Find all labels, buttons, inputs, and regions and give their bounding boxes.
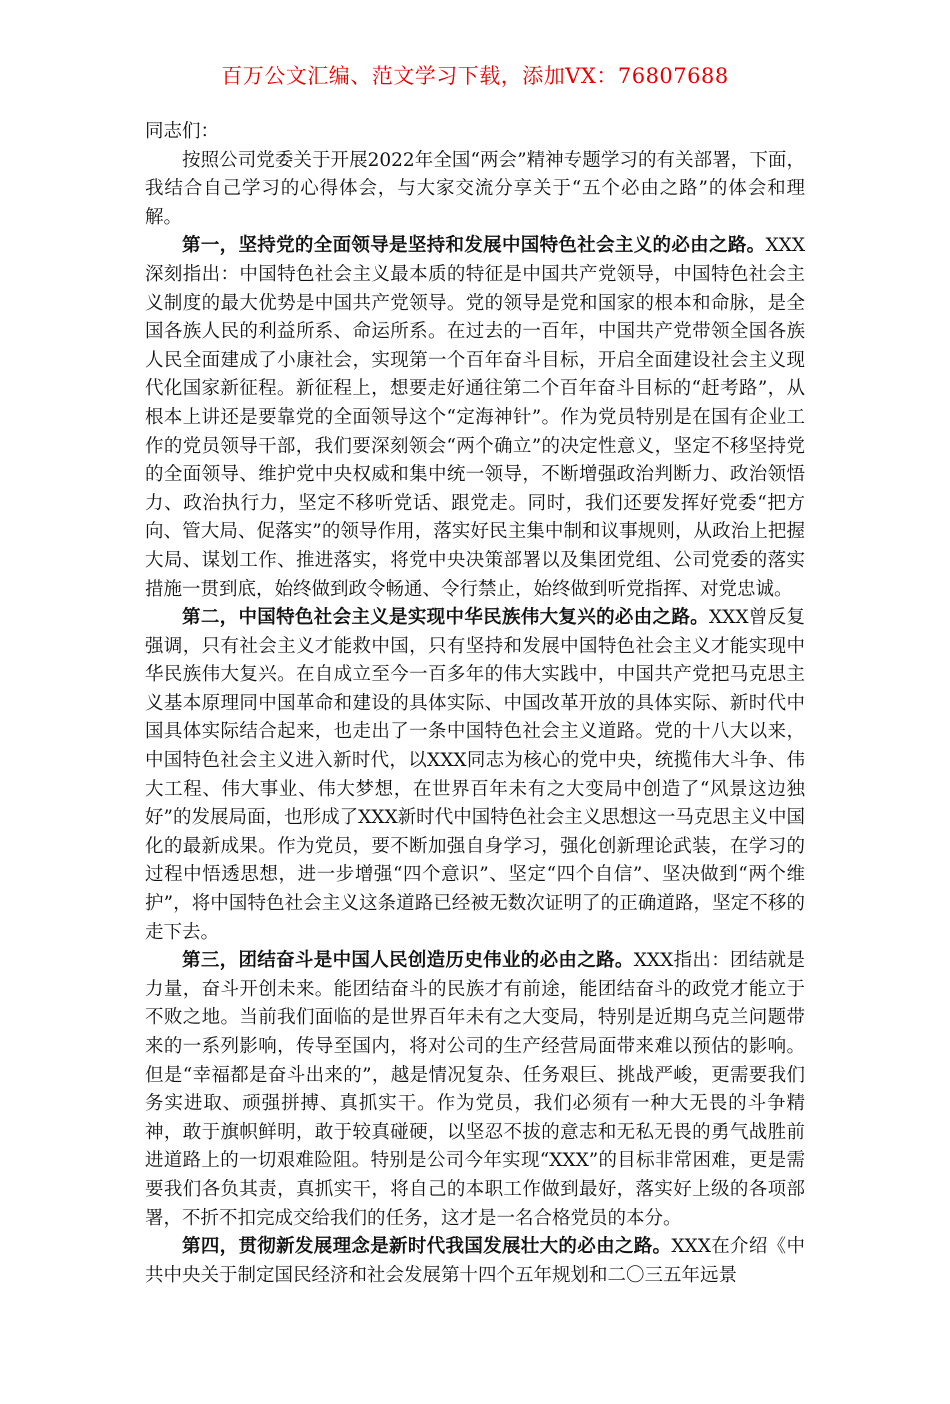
section-heading: 第二，中国特色社会主义是实现中华民族伟大复兴的必由之路。 xyxy=(182,607,710,629)
promo-banner: 百万公文汇编、范文学习下载，添加VX：76807688 xyxy=(221,64,729,88)
section-heading: 第一，坚持党的全面领导是坚持和发展中国特色社会主义的必由之路。 xyxy=(182,235,766,257)
document-page xyxy=(0,60,950,1404)
salutation: 同志们： xyxy=(145,121,220,142)
intro-paragraph: 按照公司党委关于开展2022年全国“两会”精神专题学习的有关部署，下面，我结合自己学习的心得体会，与大家交流分享关于“五个必由之路”的体会和理解。 xyxy=(145,149,805,228)
section-body: XXX在介绍《中共中央关于制定国民经济和社会发展第十四个五年规划和二〇三五年远景 xyxy=(145,1236,805,1286)
section-heading: 第三，团结奋斗是中国人民创造历史伟业的必由之路。 xyxy=(182,950,634,972)
section-heading: 第四，贯彻新发展理念是新时代我国发展壮大的必由之路。 xyxy=(182,1236,672,1258)
section-paragraph-3 xyxy=(145,947,805,1233)
section-paragraph-1 xyxy=(145,232,805,604)
section-paragraph-2 xyxy=(145,604,805,947)
document-body xyxy=(145,118,805,1290)
section-body: XXX深刻指出：中国特色社会主义最本质的特征是中国共产党领导，中国特色社会主义制度的最大优势是中国共产党领导。党的领导是党和国家的根本和命脉，是全国各族人民的利益所系、命运所系。在过去的一百年，中国共产党带领全国各族人民全面建成了小康社会，实现第一个百年奋斗目标，开启全面建设社会主义现代化国家新征程。新征程上，想要走好通往第二个百年奋斗目标的“赶考路”，从根本上讲还是要靠党的全面领导这个“定海神针”。作为党员特别是在国有企业工作的党员领导干部，我们要深刻领会“两个确立”的决定性意义，坚定不移坚持党的全面领导、维护党中央权威和集中统一领导，不断增强政治判断力、政治领悟力、政治执行力，坚定不移听党话、跟党走。同时，我们还要发挥好党委“把方向、管大局、促落实”的领导作用，落实好民主集中制和议事规则，从政治上把握大局、谋划工作、推进落实，将党中央决策部署以及集团党组、公司党委的落实措施一贯到底，始终做到政令畅通、令行禁止，始终做到听党指挥、对党忠诚。 xyxy=(145,235,805,600)
section-body: XXX曾反复强调，只有社会主义才能救中国，只有坚持和发展中国特色社会主义才能实现中华民族伟大复兴。在自成立至今一百多年的伟大实践中，中国共产党把马克思主义基本原理同中国革命和建设的具体实际、中国改革开放的具体实际、新时代中国具体实际结合起来，也走出了一条中国特色社会主义道路。党的十八大以来，中国特色社会主义进入新时代，以XXX同志为核心的党中央，统揽伟大斗争、伟大工程、伟大事业、伟大梦想，在世界百年未有之大变局中创造了“风景这边独好”的发展局面，也形成了XXX新时代中国特色社会主义思想这一马克思主义中国化的最新成果。作为党员，要不断加强自身学习，强化创新理论武装，在学习的过程中悟透思想，进一步增强“四个意识”、坚定“四个自信”、坚决做到“两个维护”，将中国特色社会主义这条道路已经被无数次证明了的正确道路，坚定不移的走下去。 xyxy=(145,607,805,943)
section-body: XXX指出：团结就是力量，奋斗开创未来。能团结奋斗的民族才有前途，能团结奋斗的政党才能立于不败之地。当前我们面临的是世界百年未有之大变局，特别是近期乌克兰问题带来的一系列影响，传导至国内，将对公司的生产经营局面带来难以预估的影响。但是“幸福都是奋斗出来的”，越是情况复杂、任务艰巨、挑战严峻，更需要我们务实进取、顽强拼搏、真抓实干。作为党员，我们必须有一种大无畏的斗争精神，敢于旗帜鲜明，敢于较真碰硬，以坚忍不拔的意志和无私无畏的勇气战胜前进道路上的一切艰难险阻。特别是公司今年实现“XXX”的目标非常困难，更是需要我们各负其责，真抓实干，将自己的本职工作做到最好，落实好上级的各项部署，不折不扣完成交给我们的任务，这才是一名合格党员的本分。 xyxy=(145,950,805,1229)
section-paragraph-4 xyxy=(145,1233,805,1290)
